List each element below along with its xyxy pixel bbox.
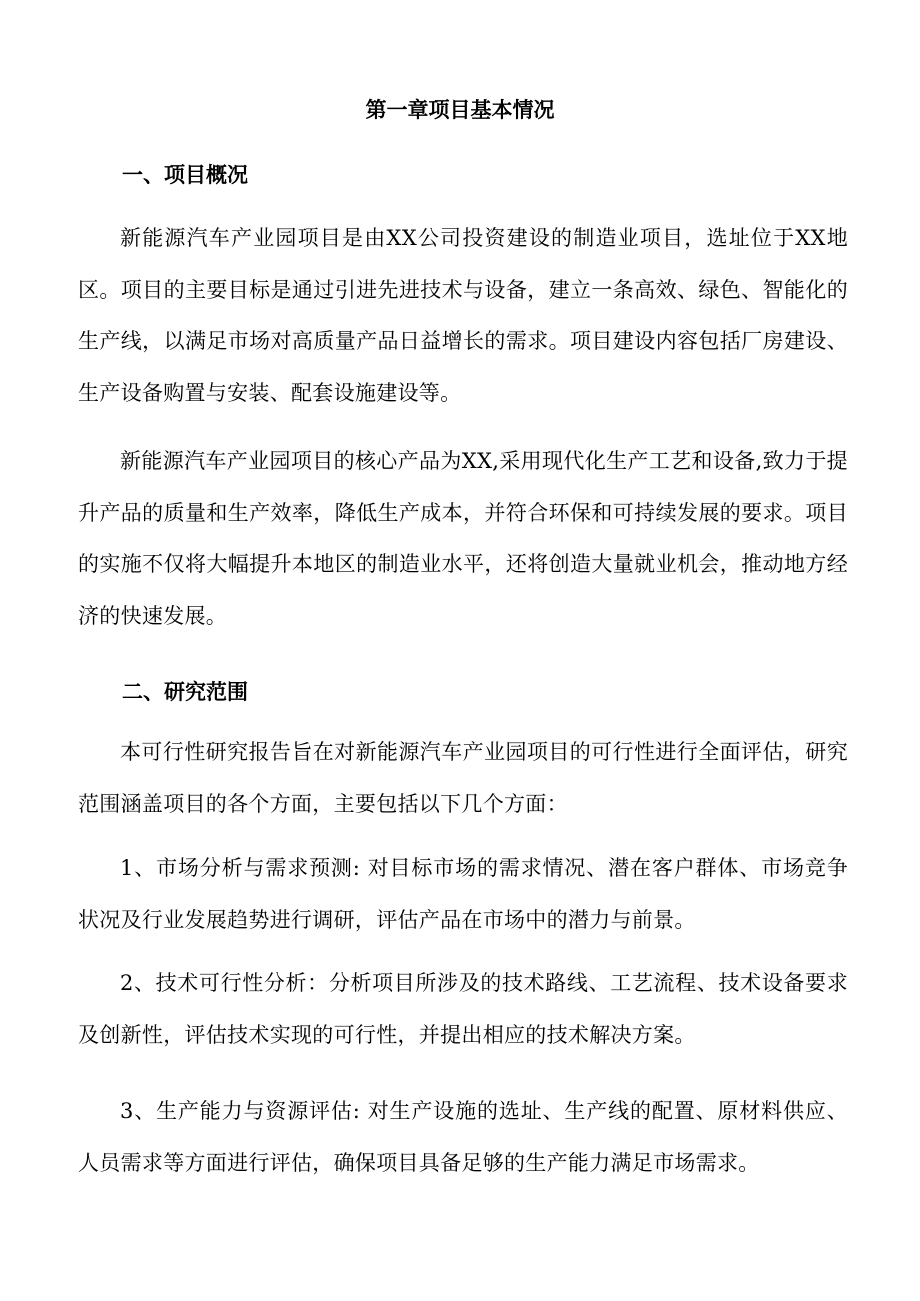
paragraph-scope-item-1: 1、市场分析与需求预测: 对目标市场的需求情况、潜在客户群体、市场竞争状况及行业发展趋势进行调研，评估产品在市场中的潜力与前景。 (78, 856, 848, 932)
paragraph-scope-item-2: 2、技术可行性分析：分析项目所涉及的技术路线、工艺流程、技术设备要求及创新性，评估技术实现的可行性，并提出相应的技术解决方案。 (78, 971, 848, 1047)
section-heading-scope: 二、研究范围 (122, 679, 248, 704)
chapter-title: 第一章项目基本情况 (365, 97, 555, 122)
section-heading-overview: 一、项目概况 (122, 162, 248, 187)
paragraph-scope-intro: 本可行性研究报告旨在对新能源汽车产业园项目的可行性进行全面评估，研究范围涵盖项目的各个方面，主要包括以下几个方面： (78, 740, 848, 816)
paragraph-overview-2: 新能源汽车产业园项目的核心产品为XX,采用现代化生产工艺和设备,致力于提升产品的质量和生产效率，降低生产成本，并符合环保和可持续发展的要求。项目的实施不仅将大幅提升本地区的制造业水平，还将创造大量就业机会，推动地方经济的快速发展。 (78, 449, 848, 628)
paragraph-overview-1: 新能源汽车产业园项目是由XX公司投资建设的制造业项目，选址位于XX地区。项目的主要目标是通过引进先进技术与设备，建立一条高效、绿色、智能化的生产线，以满足市场对高质量产品日益增长的需求。项目建设内容包括厂房建设、生产设备购置与安装、配套设施建设等。 (78, 226, 848, 405)
paragraph-scope-item-3: 3、生产能力与资源评估: 对生产设施的选址、生产线的配置、原材料供应、人员需求等方面进行评估，确保项目具备足够的生产能力满足市场需求。 (78, 1099, 848, 1175)
